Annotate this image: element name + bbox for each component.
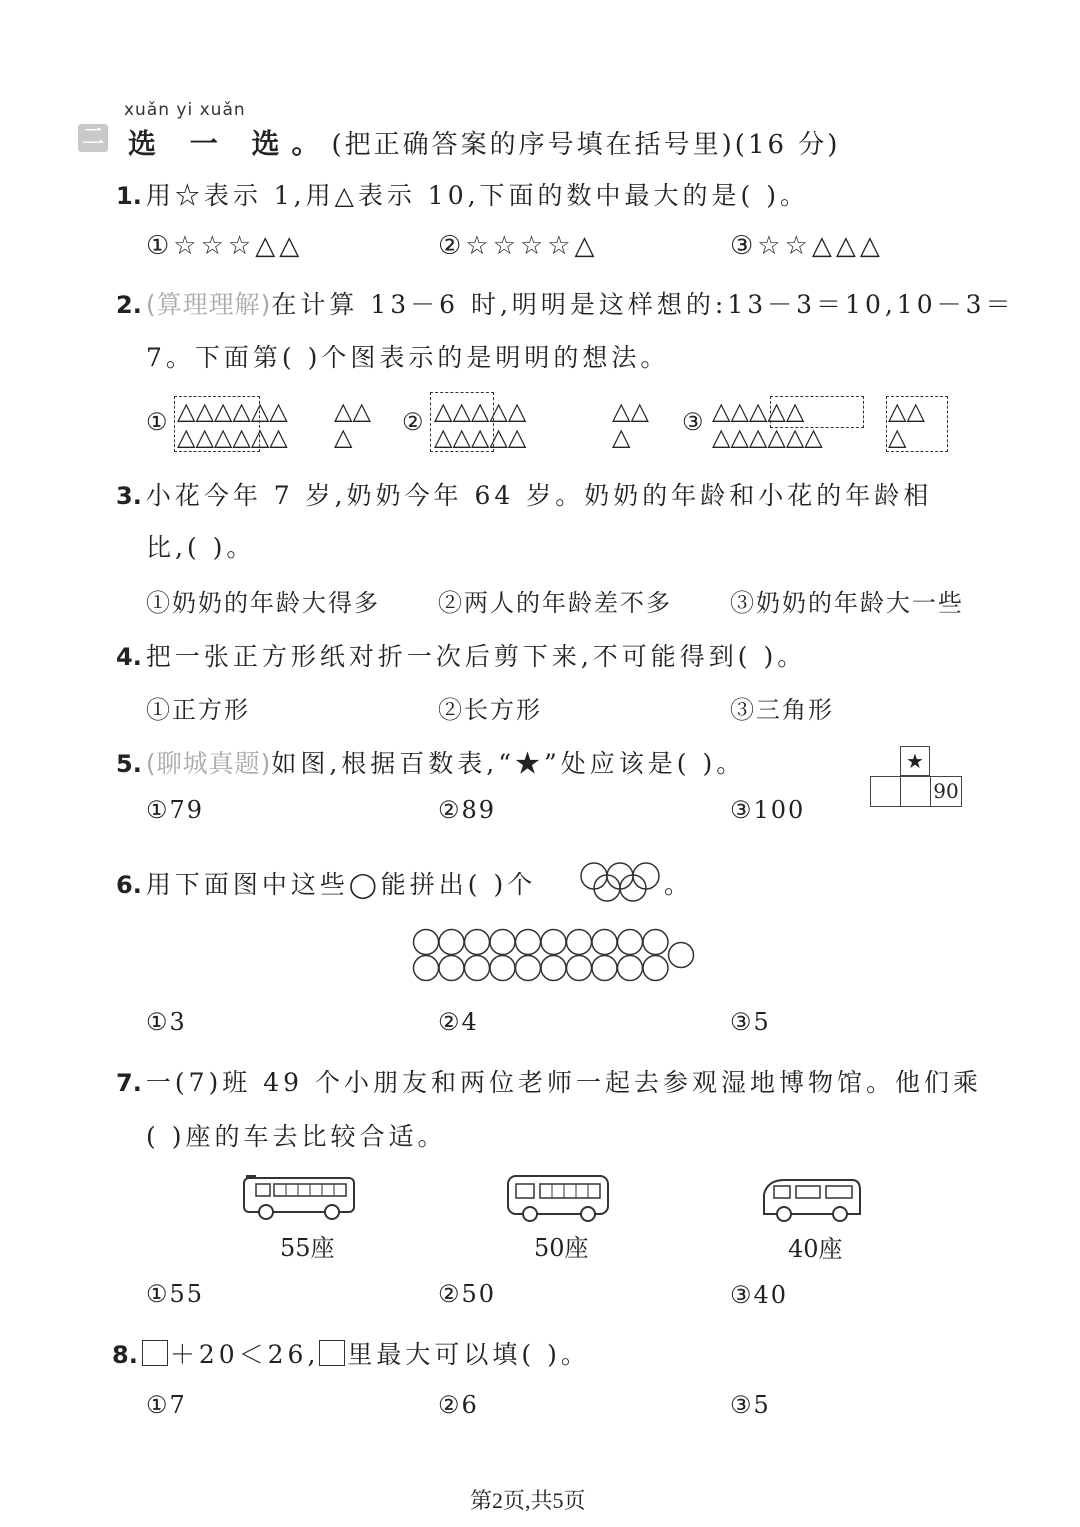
section-heading — [128, 122, 840, 162]
circle-shape — [643, 956, 668, 981]
q7-option-2[interactable]: ②50 — [438, 1280, 497, 1308]
question-text: ＋20＜26, — [169, 1340, 320, 1369]
q3-option-2[interactable]: ②两人的年龄差不多 — [438, 589, 672, 617]
q1-option-2[interactable]: ②☆☆☆☆△ — [438, 231, 599, 261]
q8-option-2[interactable]: ②6 — [438, 1391, 479, 1419]
section-instruction: (把正确答案的序号填在括号里)(16 分) — [331, 130, 841, 160]
question-6-end: 。 — [664, 870, 694, 899]
question-number: 7. — [116, 1069, 142, 1097]
q2-option-2[interactable]: ② — [402, 408, 426, 436]
question-number: 4. — [116, 643, 142, 671]
star-cell: ★ — [900, 746, 930, 776]
question-number: 6. — [116, 871, 142, 899]
section-pinyin: xuǎn yi xuǎn — [124, 100, 246, 120]
circle-shape — [465, 956, 490, 981]
circle-shape — [567, 930, 592, 955]
circle-shape — [541, 930, 566, 955]
q2-option-3[interactable]: ③ — [682, 408, 706, 436]
q1-option-3[interactable]: ③☆☆△△△ — [730, 231, 884, 261]
circle-shape — [490, 956, 515, 981]
q2-figure-1: △△△△△△ △△△△△△ — [177, 397, 288, 451]
q7-option-3[interactable]: ③40 — [730, 1281, 789, 1309]
circles-figure — [410, 928, 700, 982]
question-text: 小花今年 7 岁,奶奶今年 64 岁。奶奶的年龄和小花的年龄相 — [145, 481, 933, 510]
question-7 — [116, 1063, 982, 1099]
circle-shape — [414, 930, 439, 955]
large-bus-icon — [242, 1172, 356, 1222]
q2-figure-1-extra: △△ △ — [334, 397, 371, 451]
question-1 — [116, 176, 809, 212]
q5-option-3[interactable]: ③100 — [730, 796, 806, 824]
medium-bus-icon — [506, 1172, 610, 1222]
section-dot: 。 — [291, 127, 332, 160]
circle-shape — [618, 930, 643, 955]
circle-shape — [490, 930, 515, 955]
q4-option-2[interactable]: ②长方形 — [438, 696, 542, 724]
q6-option-3[interactable]: ③5 — [730, 1008, 771, 1036]
question-2-line-2: 7。下面第( )个图表示的是明明的想法。 — [146, 343, 670, 372]
q5-option-1[interactable]: ①79 — [146, 796, 205, 824]
circle-shape — [541, 956, 566, 981]
q4-option-3[interactable]: ③三角形 — [730, 696, 834, 724]
seat-label-40: 40座 — [788, 1235, 843, 1263]
question-number: 3. — [116, 482, 142, 510]
question-text: 如图,根据百数表,“★”处应该是( )。 — [271, 749, 746, 778]
q4-option-1[interactable]: ①正方形 — [146, 696, 250, 724]
circle-shape — [567, 956, 592, 981]
q2-figure-3: △△△△△ △△△△△△ — [712, 397, 823, 451]
question-number: 5. — [116, 750, 142, 778]
q8-option-1[interactable]: ①7 — [146, 1391, 187, 1419]
hundred-chart-fragment — [870, 746, 962, 808]
q5-option-2[interactable]: ②89 — [438, 796, 497, 824]
q2-figure-2-dashed-box — [430, 392, 494, 452]
q2-figure-3-extra: △△ △ — [888, 397, 925, 451]
q6-option-1[interactable]: ①3 — [146, 1008, 187, 1036]
question-number: 2. — [116, 291, 142, 319]
q2-option-1[interactable]: ① — [146, 408, 170, 436]
circle-shape — [643, 930, 668, 955]
question-number: 8. — [112, 1341, 138, 1369]
question-tag: (聊城真题) — [145, 749, 272, 778]
question-text-2: 里最大可以填( )。 — [347, 1340, 590, 1369]
question-3 — [116, 476, 932, 512]
question-text: 把一张正方形纸对折一次后剪下来,不可能得到( )。 — [145, 642, 807, 671]
question-3-line-2: 比,( )。 — [146, 533, 256, 562]
q2-figure-2-extra: △△ △ — [612, 397, 649, 451]
q7-option-1[interactable]: ①55 — [146, 1280, 205, 1308]
empty-cell — [870, 776, 901, 807]
section-title: 选 一 选 — [128, 127, 292, 160]
q3-option-3[interactable]: ③奶奶的年龄大一些 — [730, 589, 964, 617]
question-text: 用☆表示 1,用△表示 10,下面的数中最大的是( )。 — [145, 181, 810, 210]
question-2 — [116, 285, 1015, 321]
page-footer: 第2页,共5页 — [470, 1488, 586, 1513]
question-4 — [116, 637, 806, 673]
circle-shape — [669, 943, 694, 968]
circle-shape — [439, 956, 464, 981]
circle-shape — [592, 956, 617, 981]
question-number: 1. — [116, 182, 142, 210]
question-tag: (算理理解) — [145, 290, 272, 319]
circle-shape — [516, 956, 541, 981]
section-badge: 二 — [78, 124, 108, 152]
circle-shape — [592, 930, 617, 955]
question-text: 用下面图中这些◯能拼出( )个 — [145, 870, 537, 899]
question-5 — [116, 744, 745, 780]
q2-figure-3-dashed-box — [770, 396, 864, 428]
question-text: 一(7)班 49 个小朋友和两位老师一起去参观湿地博物馆。他们乘 — [145, 1068, 982, 1097]
value-cell: 90 — [930, 776, 962, 807]
q2-figure-2: △△△△△ △△△△△ — [434, 397, 527, 451]
q6-option-2[interactable]: ②4 — [438, 1008, 479, 1036]
q2-figure-3-extra-box — [886, 396, 948, 452]
seat-label-50: 50座 — [534, 1234, 589, 1262]
minibus-icon — [760, 1176, 862, 1224]
q2-figure-1-dashed-box — [174, 396, 260, 452]
blank-box[interactable] — [319, 1340, 345, 1366]
seat-label-55: 55座 — [280, 1234, 335, 1262]
question-6 — [116, 865, 536, 901]
circle-shape — [618, 956, 643, 981]
question-8 — [112, 1335, 590, 1371]
circle-shape — [516, 930, 541, 955]
q3-option-1[interactable]: ①奶奶的年龄大得多 — [146, 589, 380, 617]
question-7-line-2: ( )座的车去比较合适。 — [146, 1122, 447, 1151]
q1-option-1[interactable]: ①☆☆☆△△ — [146, 231, 304, 261]
blank-box[interactable] — [142, 1340, 168, 1366]
empty-cell — [900, 776, 931, 807]
circle-shape — [414, 956, 439, 981]
olympic-rings-icon — [578, 862, 662, 902]
circle-shape — [439, 930, 464, 955]
question-text: 在计算 13－6 时,明明是这样想的:13－3＝10,10－3＝ — [271, 290, 1015, 319]
circle-shape — [465, 930, 490, 955]
q8-option-3[interactable]: ③5 — [730, 1391, 771, 1419]
